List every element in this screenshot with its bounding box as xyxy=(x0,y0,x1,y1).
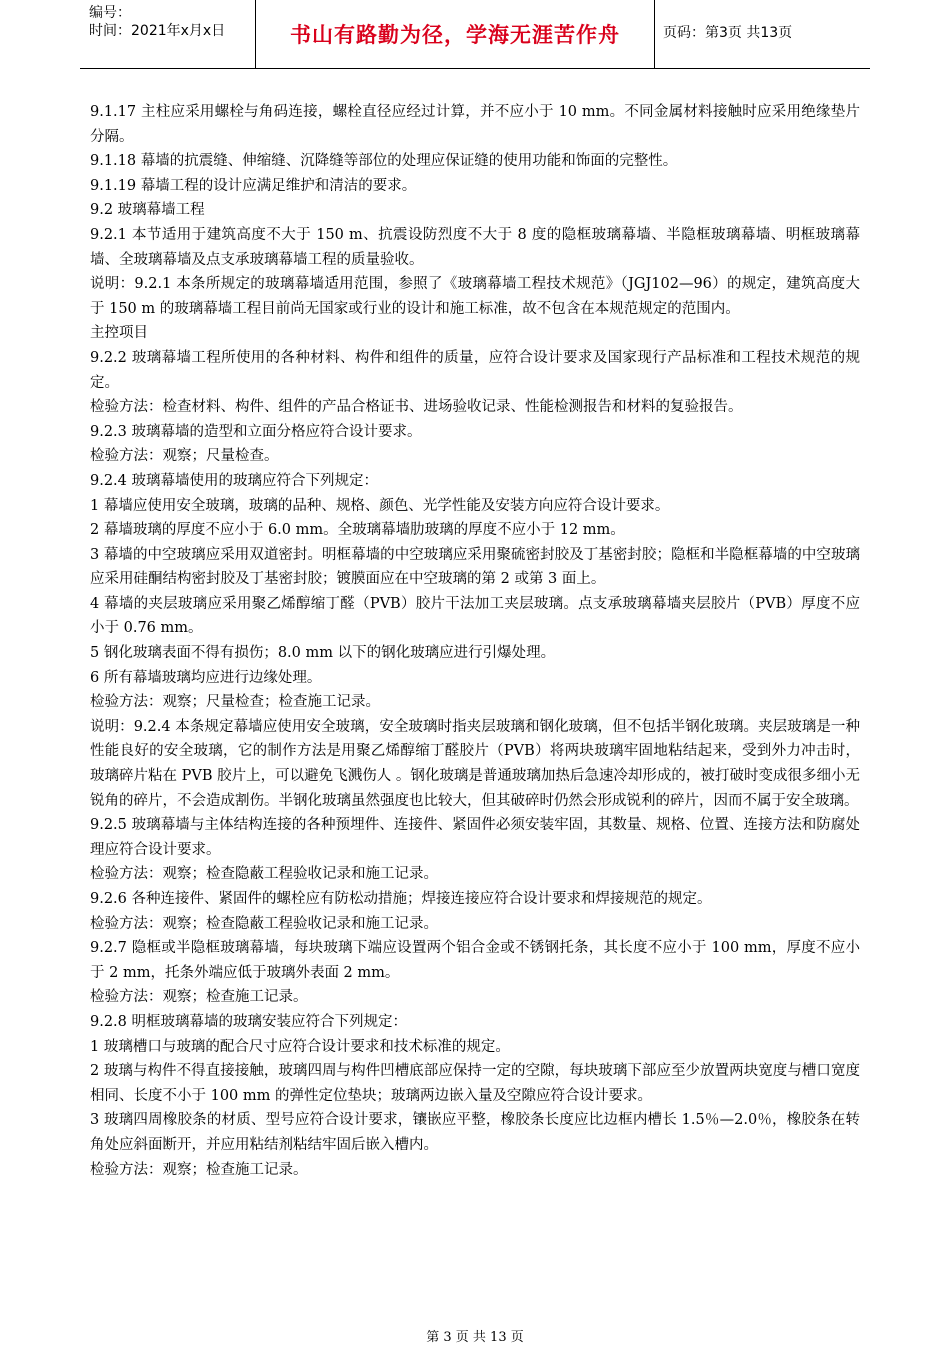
list-item: 6 所有幕墙玻璃均应进行边缘处理。 xyxy=(90,669,322,686)
list-item: 5 钢化玻璃表面不得有损伤；8.0 mm 以下的钢化玻璃应进行引爆处理。 xyxy=(90,645,556,662)
page-footer: 第 3 页 共 13 页 xyxy=(426,1330,524,1345)
page-header xyxy=(80,0,870,69)
document-number: 编号： xyxy=(89,5,131,21)
paragraph: 检验方法：观察；检查隐蔽工程验收记录和施工记录。 xyxy=(90,866,438,883)
paragraph: 9.2.8 明框玻璃幕墙的玻璃安装应符合下列规定： xyxy=(90,1013,408,1030)
list-item: 1 幕墙应使用安全玻璃，玻璃的品种、规格、颜色、光学性能及安装方向应符合设计要求。 xyxy=(90,497,670,514)
header-page-info: 页码：第3页 共13页 xyxy=(663,25,793,41)
list-item: 3 玻璃四周橡胶条的材质、型号应符合设计要求，镶嵌应平整，橡胶条长度应比边框内槽长 1.5％—2.0％，橡胶条在转角处应斜面断开，并应用粘结剂粘结牢固后嵌入槽内。 xyxy=(90,1112,860,1153)
paragraph: 9.2.4 玻璃幕墙使用的玻璃应符合下列规定： xyxy=(90,472,379,489)
list-item: 4 幕墙的夹层玻璃应采用聚乙烯醇缩丁醛（PVB）胶片干法加工夹层玻璃。点支承玻璃幕墙夹层胶片（PVB）厚度不应小于 0.76 mm。 xyxy=(90,595,860,637)
paragraph: 说明：9.2.4 本条规定幕墙应使用安全玻璃，安全玻璃时指夹层玻璃和钢化玻璃，但不包括半钢化玻璃。夹层玻璃是一种性能良好的安全玻璃，它的制作方法是用聚乙烯醇缩丁醛胶片（PVB）将两块玻璃牢固地粘结起来，受到外力冲击时，玻璃碎片粘在 PVB 胶片上，可以避免飞溅伤人 。钢化玻璃是普通玻璃加热后急速冷却形成的，被打破时变成很多细小无锐角的碎片，不会造成割伤。半钢化玻璃虽然强度也比较大，但其破碎时仍然会形成锐利的碎片，因而不属于安全玻璃。 xyxy=(90,718,860,809)
paragraph: 9.2.6 各种连接件、紧固件的螺栓应有防松动措施；焊接连接应符合设计要求和焊接规范的规定。 xyxy=(90,891,712,907)
paragraph: 检验方法：观察；尺量检查；检查施工记录。 xyxy=(90,694,380,711)
header-motto: 书山有路勤为径，学海无涯苦作舟 xyxy=(256,0,655,68)
paragraph: 检验方法：观察；检查隐蔽工程验收记录和施工记录。 xyxy=(90,915,438,932)
list-item: 1 玻璃槽口与玻璃的配合尺寸应符合设计要求和技术标准的规定。 xyxy=(90,1038,510,1055)
paragraph: 说明：9.2.1 本条所规定的玻璃幕墙适用范围，参照了《玻璃幕墙工程技术规范》（JGJ102—96）的规定，建筑高度大于 150 m 的玻璃幕墙工程目前尚无国家或行业的设计和施工标准，故不包含在本规范规定的范围内。 xyxy=(90,276,860,317)
paragraph: 检验方法：观察；尺量检查。 xyxy=(90,448,279,465)
paragraph: 9.1.18 幕墙的抗震缝、伸缩缝、沉降缝等部位的处理应保证缝的使用功能和饰面的完整性。 xyxy=(90,153,678,170)
paragraph: 9.2.1 本节适用于建筑高度不大于 150 m、抗震设防烈度不大于 8 度的隐框玻璃幕墙、半隐框玻璃幕墙、明框玻璃幕墙、全玻璃幕墙及点支承玻璃幕墙工程的质量验收。 xyxy=(90,226,860,268)
paragraph: 检验方法：观察；检查施工记录。 xyxy=(90,1161,308,1178)
paragraph: 检验方法：检查材料、构件、组件的产品合格证书、进场验收记录、性能检测报告和材料的复验报告。 xyxy=(90,399,743,416)
document-time: 时间：2021年x月x日 xyxy=(89,23,226,39)
paragraph: 9.1.19 幕墙工程的设计应满足维护和清洁的要求。 xyxy=(90,177,417,194)
document-body xyxy=(90,100,860,1182)
list-item: 2 玻璃与构件不得直接接触，玻璃四周与构件凹槽底部应保持一定的空隙，每块玻璃下部应至少放置两块宽度与槽口宽度相同、长度不小于 100 mm 的弹性定位垫块；玻璃两边嵌入量及空隙应符合设计要求。 xyxy=(90,1063,860,1104)
list-item: 2 幕墙玻璃的厚度不应小于 6.0 mm。全玻璃幕墙肋玻璃的厚度不应小于 12 mm。 xyxy=(90,522,625,539)
paragraph: 9.2.2 玻璃幕墙工程所使用的各种材料、构件和组件的质量，应符合设计要求及国家现行产品标准和工程技术规范的规定。 xyxy=(90,349,860,391)
section-heading: 9.2 玻璃幕墙工程 xyxy=(90,202,205,219)
subsection-heading: 主控项目 xyxy=(90,325,148,342)
paragraph: 9.2.5 玻璃幕墙与主体结构连接的各种预埋件、连接件、紧固件必须安装牢固，其数量、规格、位置、连接方法和防腐处理应符合设计要求。 xyxy=(90,817,860,858)
header-meta xyxy=(80,0,256,68)
list-item: 3 幕墙的中空玻璃应采用双道密封。明框幕墙的中空玻璃应采用聚硫密封胶及丁基密封胶；隐框和半隐框幕墙的中空玻璃应采用硅酮结构密封胶及丁基密封胶；镀膜面应在中空玻璃的第 2 或第 3 面上。 xyxy=(90,546,860,588)
paragraph: 9.2.3 玻璃幕墙的造型和立面分格应符合设计要求。 xyxy=(90,423,422,440)
paragraph: 9.2.7 隐框或半隐框玻璃幕墙，每块玻璃下端应设置两个铝合金或不锈钢托条，其长度不应小于 100 mm，厚度不应小于 2 mm，托条外端应低于玻璃外表面 2 mm。 xyxy=(90,940,860,981)
paragraph: 检验方法：观察；检查施工记录。 xyxy=(90,989,308,1006)
paragraph: 9.1.17 主柱应采用螺栓与角码连接，螺栓直径应经过计算，并不应小于 10 mm。不同金属材料接触时应采用绝缘垫片分隔。 xyxy=(90,104,860,145)
